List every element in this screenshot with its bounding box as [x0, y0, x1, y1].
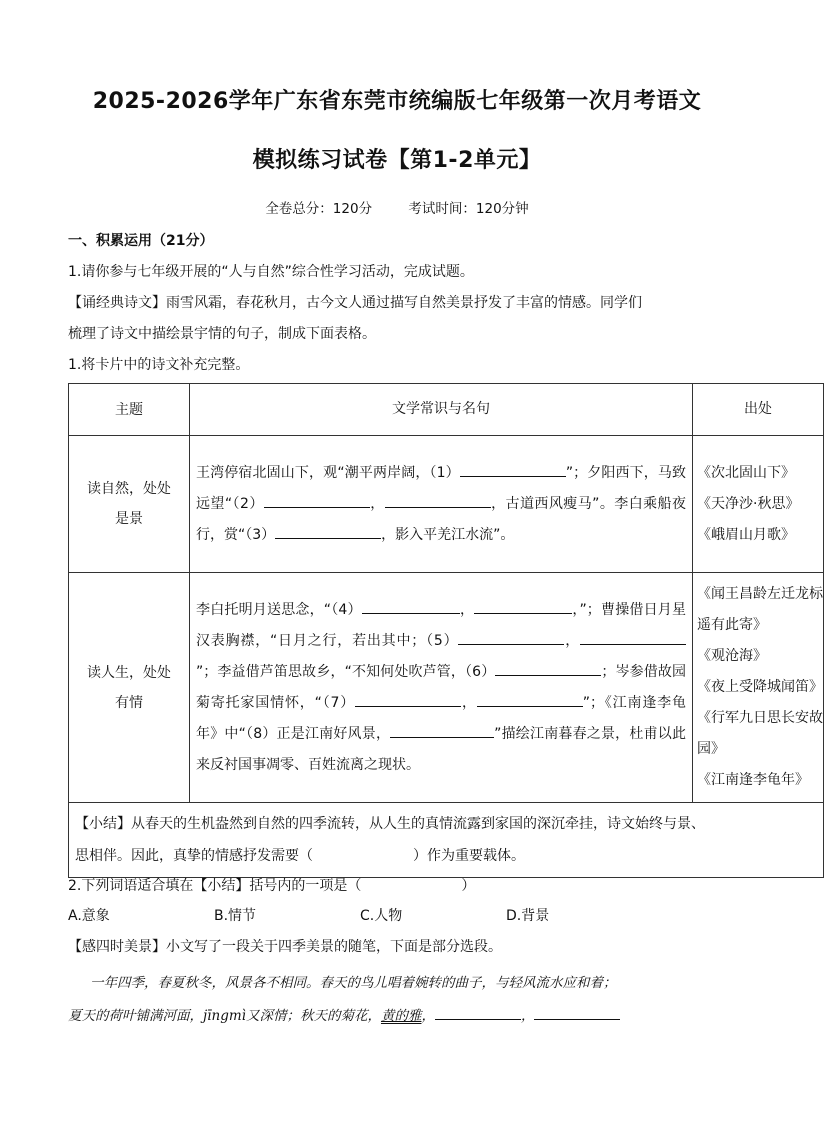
life-content: 李白托明月送思念，“（4） ， ，”；曹操借日月星汉表胸襟，“日月之行，若出其中；（5） ，”；李益借芦笛思故乡，“不知何处吹芦管，（6） ；岑参借故园菊寄托家国情怀，“（7） ， ”；《江南逢李龟年》中“（8）正是江南好风景， ”描绘江南暮春之景，杜甫以此来反衬国事凋零、百姓流离之现状。 — [190, 573, 693, 803]
blank-4a[interactable] — [362, 597, 460, 614]
blank-4b[interactable] — [474, 597, 572, 614]
summary-cell: 【小结】从春天的生机盎然到自然的四季流转，从人生的真情流露到家国的深沉牵挂，诗文始终与景、 思相伴。因此，真挚的情感抒发需要（ ）作为重要载体。 — [69, 803, 824, 878]
total-score: 全卷总分：120分 — [265, 201, 373, 217]
essay-line1: 一年四季，春夏秋冬，风景各不相同。春天的鸟儿唱着婉转的曲子，与轻风流水应和着； — [90, 975, 617, 991]
section-heading: 一、积累运用（21分） — [68, 233, 214, 249]
essay-line2: 夏天的荷叶铺满河面，jīngmì又深情；秋天的菊花，黄的雅， ， — [68, 1003, 620, 1024]
header-theme: 主题 — [69, 384, 190, 436]
blank-2b[interactable] — [385, 491, 491, 508]
question-2-stem: 2.下列词语适合填在【小结】括号内的一项是（ ） — [68, 878, 476, 894]
classic-poems-line1: 【诵经典诗文】雨雪风霜，春花秋月，古今文人通过描写自然美景抒发了丰富的情感。同学们 — [68, 295, 642, 311]
blank-3[interactable] — [275, 522, 381, 539]
poetry-table — [68, 383, 824, 878]
header-content: 文学常识与名句 — [190, 384, 693, 436]
exam-title-line2: 模拟练习试卷【第1-2单元】 — [252, 148, 542, 173]
essay-blank-1[interactable] — [435, 1003, 521, 1020]
essay-blank-2[interactable] — [534, 1003, 620, 1020]
blank-8[interactable] — [390, 721, 494, 738]
blank-7a[interactable] — [355, 690, 461, 707]
exam-time: 考试时间：120分钟 — [408, 201, 529, 217]
option-c[interactable]: C.人物 — [360, 908, 403, 924]
blank-2a[interactable] — [264, 491, 370, 508]
life-sources: 《闻王昌龄左迁龙标 遥有此寄》 《观沧海》 《夜上受降城闻笛》 《行军九日思长安故 园》 《江南逢李龟年》 — [693, 573, 824, 803]
option-b[interactable]: B.情节 — [214, 908, 257, 924]
table-row — [69, 573, 824, 803]
blank-5b[interactable] — [580, 628, 686, 645]
theme-life: 读人生，处处 有情 — [69, 573, 190, 803]
classic-poems-line2: 梳理了诗文中描绘景宇情的句子，制成下面表格。 — [68, 326, 376, 342]
table-header-row — [69, 384, 824, 436]
summary-row — [69, 803, 824, 878]
underlined-phrase: 黄的雅 — [380, 1008, 422, 1024]
nature-sources: 《次北固山下》 《天净沙·秋思》 《峨眉山月歌》 — [693, 436, 824, 573]
option-d[interactable]: D.背景 — [506, 908, 550, 924]
blank-1[interactable] — [460, 460, 566, 477]
blank-6[interactable] — [495, 659, 601, 676]
sub-question-1: 1.将卡片中的诗文补充完整。 — [68, 357, 250, 373]
theme-nature: 读自然，处处 是景 — [69, 436, 190, 573]
blank-5a[interactable] — [458, 628, 564, 645]
table-row — [69, 436, 824, 573]
seasons-intro: 【感四时美景】小文写了一段关于四季美景的随笔，下面是部分选段。 — [68, 939, 502, 955]
nature-content: 王湾停宿北固山下，观“潮平两岸阔，（1） ”；夕阳西下，马致远望“（2） ， ，古道西风瘦马”。李白乘船夜行，赏“（3） ，影入平羌江水流”。 — [190, 436, 693, 573]
question-1-intro: 1.请你参与七年级开展的“人与自然”综合性学习活动，完成试题。 — [68, 264, 474, 280]
exam-meta — [0, 197, 794, 217]
exam-title-line1: 2025-2026学年广东省东莞市统编版七年级第一次月考语文 — [92, 89, 702, 114]
header-source: 出处 — [693, 384, 824, 436]
blank-7b[interactable] — [477, 690, 583, 707]
option-a[interactable]: A.意象 — [68, 908, 110, 924]
